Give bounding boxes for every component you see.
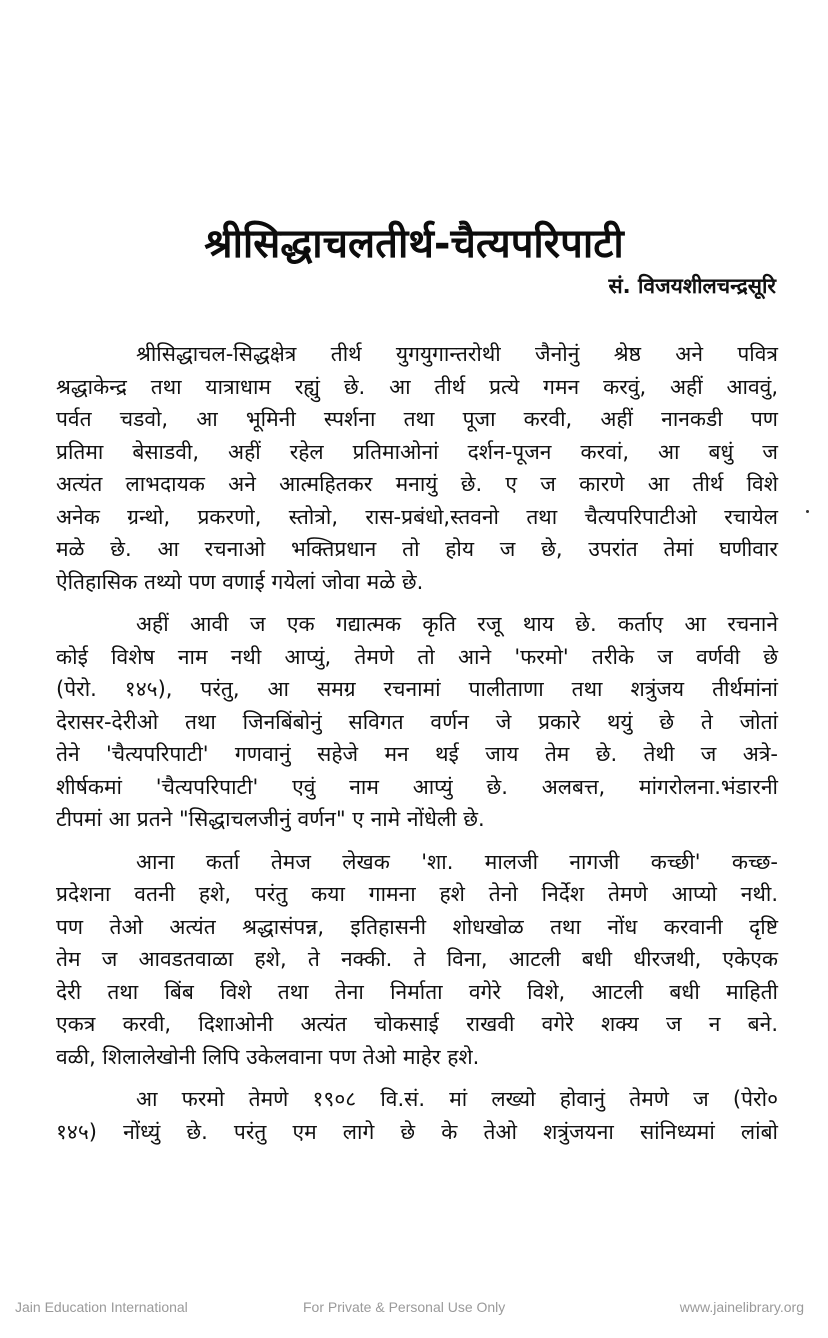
footer-usage-note: For Private & Personal Use Only xyxy=(303,1299,506,1315)
text-line: तेने 'चैत्यपरिपाटी' गणवानुं सहेजे मन थई जाय तेम छे. तेथी ज अत्रे- xyxy=(56,742,778,766)
scan-speck xyxy=(806,510,809,513)
footer-website-link[interactable]: www.jainelibrary.org xyxy=(679,1299,804,1315)
paragraph-3 xyxy=(56,846,778,1074)
text-line: प्रदेशना वतनी हशे, परंतु कया गामना हशे तेनो निर्देश तेमणे आप्यो नथी. xyxy=(56,882,778,906)
text-line: देरासर-देरीओ तथा जिनबिंबोनुं सविगत वर्णन जे प्रकारे थयुं छे ते जोतां xyxy=(56,709,778,734)
text-line: पर्वत चडवो, आ भूमिनी स्पर्शना तथा पूजा करवी, अहीं नानकडी पण xyxy=(56,407,778,431)
text-line: श्रीसिद्धाचल-सिद्धक्षेत्र तीर्थ युगयुगान्तरोथी जैनोनुं श्रेष्ठ अने पवित्र xyxy=(136,342,778,366)
text-line: तेम ज आवडतवाळा हशे, ते नक्की. ते विना, आटली बधी धीरजथी, एकेएक xyxy=(56,947,778,971)
text-line: टीपमां आ प्रतने "सिद्धाचलजीनुं वर्णन" ए नामे नोंधेली छे. xyxy=(56,807,485,831)
footer xyxy=(0,1299,828,1319)
paragraph-2 xyxy=(56,608,778,836)
text-line: कोई विशेष नाम नथी आप्युं, तेमणे तो आने 'फरमो' तरीके ज वर्णवी छे xyxy=(56,644,778,669)
paragraph-4 xyxy=(56,1083,778,1148)
page-title: श्रीसिद्धाचलतीर्थ-चैत्यपरिपाटी xyxy=(204,221,624,267)
text-line: श्रद्धाकेन्द्र तथा यात्राधाम रह्युं छे. आ तीर्थ प्रत्ये गमन करवुं, अहीं आववुं, xyxy=(56,374,778,399)
text-line: आना कर्ता तेमज लेखक 'शा. मालजी नागजी कच्छी' कच्छ- xyxy=(136,849,778,874)
text-line: अनेक ग्रन्थो, प्रकरणो, स्तोत्रो, रास-प्रबंधो,स्तवनो तथा चैत्यपरिपाटीओ रचायेल xyxy=(56,504,778,529)
text-line: आ फरमो तेमणे १९०८ वि.सं. मां लख्यो होवानुं तेमणे ज (पेरो० xyxy=(136,1087,778,1111)
text-line: पण तेओ अत्यंत श्रद्धासंपन्न, इतिहासनी शोधखोळ तथा नोंध करवानी दृष्टि xyxy=(56,914,778,939)
text-line: अत्यंत लाभदायक अने आत्महितकर मनायुं छे. ए ज कारणे आ तीर्थ विशे xyxy=(56,472,778,496)
document-body xyxy=(56,338,778,1158)
text-line: (पेरो. १४५), परंतु, आ समग्र रचनामां पालीताणा तथा शत्रुंजय तीर्थमांनां xyxy=(56,677,778,701)
author-line: सं. विजयशीलचन्द्रसूरि xyxy=(608,274,776,298)
text-line: शीर्षकमां 'चैत्यपरिपाटी' एवुं नाम आप्युं छे. अलबत्त, मांगरोलना.भंडारनी xyxy=(56,774,778,799)
footer-publisher: Jain Education International xyxy=(15,1299,188,1315)
text-line: मळे छे. आ रचनाओ भक्तिप्रधान तो होय ज छे, उपरांत तेमां घणीवार xyxy=(56,537,778,561)
text-line: ऐतिहासिक तथ्यो पण वणाई गयेलां जोवा मळे छे. xyxy=(56,569,424,594)
text-line: अहीं आवी ज एक गद्यात्मक कृति रजू थाय छे. कर्ताए आ रचनाने xyxy=(136,612,778,636)
text-line: देरी तथा बिंब विशे तथा तेना निर्माता वगेरे विशे, आटली बधी माहिती xyxy=(56,979,778,1004)
text-line: प्रतिमा बेसाडवी, अहीं रहेल प्रतिमाओनां दर्शन-पूजन करवां, आ बधुं ज xyxy=(56,439,778,464)
paragraph-1 xyxy=(56,338,778,598)
text-line: १४५) नोंध्युं छे. परंतु एम लागे छे के तेओ शत्रुंजयना सांनिध्यमां लांबो xyxy=(56,1119,778,1144)
text-line: वळी, शिलालेखोनी लिपि उकेलवाना पण तेओ माहेर हशे. xyxy=(56,1044,480,1069)
text-line: एकत्र करवी, दिशाओनी अत्यंत चोकसाई राखवी वगेरे शक्य ज न बने. xyxy=(56,1012,778,1036)
